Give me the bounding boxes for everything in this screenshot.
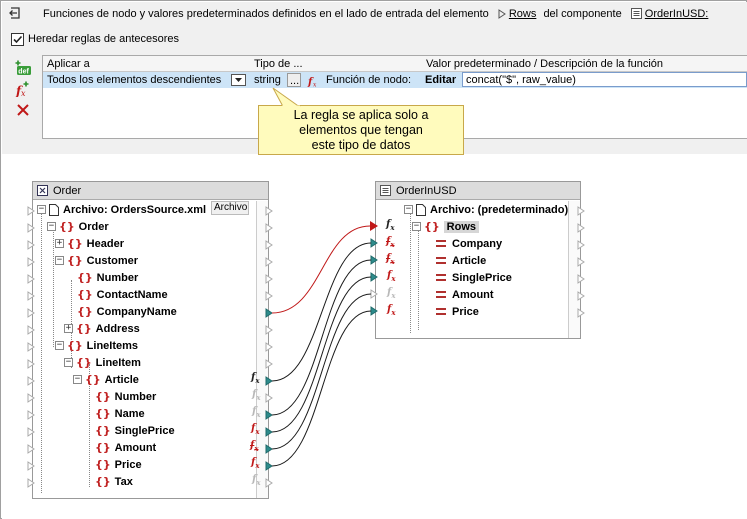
node-label: Customer bbox=[86, 254, 139, 267]
element-icon: {} bbox=[67, 339, 83, 352]
element-icon: {} bbox=[85, 373, 101, 386]
node-label: SinglePrice bbox=[452, 271, 512, 284]
target-node-rows[interactable] bbox=[412, 218, 479, 235]
mapping-canvas[interactable] bbox=[2, 154, 747, 519]
header-text-mid: del componente bbox=[543, 8, 622, 20]
callout-line-1: La regla se aplica solo a bbox=[293, 108, 429, 122]
type-browse-button[interactable]: ... bbox=[287, 73, 301, 87]
element-icon: {} bbox=[424, 220, 440, 233]
edit-function-button[interactable]: Editar bbox=[425, 74, 457, 86]
function-disabled-icon[interactable]: $f_x$ bbox=[386, 253, 395, 266]
svg-text:f: f bbox=[308, 77, 313, 87]
function-marker-icon[interactable]: $f_x$ bbox=[251, 372, 260, 385]
attribute-icon bbox=[436, 308, 446, 315]
svg-text:f: f bbox=[16, 84, 22, 97]
collapse-toggle[interactable]: − bbox=[38, 204, 45, 214]
data-type-callout bbox=[258, 105, 464, 155]
function-marker-icon[interactable]: $f_x$ bbox=[387, 287, 396, 300]
collapse-toggle[interactable]: − bbox=[65, 357, 72, 367]
target-node-amount[interactable] bbox=[436, 286, 494, 303]
source-node-singleprice[interactable] bbox=[95, 422, 175, 439]
attribute-icon bbox=[436, 257, 446, 264]
node-label: LineItems bbox=[86, 339, 139, 352]
callout-line-2: elementos que tengan bbox=[299, 123, 423, 137]
inherit-rules-checkbox[interactable] bbox=[11, 33, 24, 46]
target-component-title[interactable] bbox=[376, 182, 580, 200]
target-node-singleprice[interactable] bbox=[436, 269, 512, 286]
node-label: LineItem bbox=[95, 356, 141, 369]
column-type[interactable]: Tipo de ... bbox=[250, 56, 304, 72]
inherit-rules-row bbox=[11, 31, 179, 47]
node-label: Order bbox=[78, 220, 109, 233]
function-marker-icon[interactable]: $f_x$ bbox=[251, 423, 260, 436]
expand-toggle[interactable]: + bbox=[65, 323, 72, 333]
go-back-icon[interactable] bbox=[9, 7, 21, 19]
rule-row[interactable] bbox=[43, 72, 747, 88]
function-marker-icon[interactable]: $f_x$ bbox=[387, 304, 396, 317]
collapse-toggle[interactable]: − bbox=[56, 340, 63, 350]
apply-to-cell[interactable] bbox=[43, 72, 250, 88]
panel-header bbox=[2, 2, 747, 26]
element-icon: {} bbox=[77, 305, 93, 318]
function-disabled-icon[interactable]: $f_x$ bbox=[250, 440, 259, 453]
svg-text:def: def bbox=[18, 68, 29, 76]
apply-to-dropdown[interactable] bbox=[231, 74, 246, 86]
add-function-icon bbox=[14, 81, 32, 97]
node-label: Amount bbox=[114, 441, 157, 454]
node-label: Header bbox=[86, 237, 124, 250]
target-node-company[interactable] bbox=[436, 235, 502, 252]
connection-lines bbox=[272, 226, 371, 466]
element-icon: {} bbox=[95, 475, 111, 488]
source-node-companyname[interactable] bbox=[77, 303, 177, 320]
element-icon: {} bbox=[76, 322, 92, 335]
node-label: Rows bbox=[444, 221, 479, 233]
source-node-article[interactable] bbox=[73, 371, 139, 388]
file-icon bbox=[416, 204, 426, 216]
collapse-toggle[interactable]: − bbox=[74, 374, 81, 384]
source-component-title[interactable] bbox=[33, 182, 268, 200]
source-node-order[interactable] bbox=[47, 218, 109, 235]
node-label: SinglePrice bbox=[114, 424, 175, 437]
collapse-toggle[interactable]: − bbox=[56, 255, 63, 265]
source-node-customer[interactable] bbox=[55, 252, 138, 269]
expand-toggle[interactable]: + bbox=[56, 238, 63, 248]
component-icon bbox=[380, 185, 391, 196]
function-disabled-icon[interactable]: $f_x$ bbox=[386, 236, 395, 249]
svg-text:x: x bbox=[21, 89, 26, 97]
target-tree bbox=[376, 201, 580, 338]
column-spacer bbox=[303, 56, 423, 72]
collapse-toggle[interactable]: − bbox=[413, 221, 420, 231]
function-marker-icon[interactable]: $f_x$ bbox=[251, 457, 260, 470]
source-node-header[interactable] bbox=[55, 235, 124, 252]
type-cell[interactable]: string bbox=[254, 74, 281, 86]
delete-rule-button[interactable] bbox=[14, 101, 32, 119]
add-default-icon bbox=[14, 60, 32, 76]
element-icon: {} bbox=[95, 458, 111, 471]
component-icon bbox=[631, 8, 642, 19]
function-value-field[interactable]: concat("$", raw_value) bbox=[462, 72, 747, 87]
function-marker-icon[interactable]: $f_x$ bbox=[252, 474, 261, 487]
node-label: Number bbox=[96, 271, 139, 284]
element-icon: {} bbox=[95, 407, 111, 420]
target-component-orderinusd[interactable] bbox=[375, 181, 581, 339]
chevron-down-icon bbox=[232, 75, 245, 85]
column-apply-to[interactable]: Aplicar a bbox=[43, 56, 251, 72]
attribute-icon bbox=[436, 291, 446, 298]
callout-line-3: este tipo de datos bbox=[311, 138, 411, 152]
target-file-label: Archivo: (predeterminado) bbox=[430, 203, 569, 216]
xml-schema-icon bbox=[37, 185, 48, 196]
target-node-price[interactable] bbox=[436, 303, 479, 320]
function-marker-icon[interactable]: $f_x$ bbox=[387, 270, 396, 283]
element-icon: {} bbox=[77, 288, 93, 301]
node-label: Name bbox=[114, 407, 145, 420]
source-node-number[interactable] bbox=[77, 269, 138, 286]
column-default-value[interactable]: Valor predeterminado / Descripción de la función bbox=[422, 56, 747, 72]
element-icon: {} bbox=[67, 237, 83, 250]
panel-description bbox=[43, 8, 708, 20]
node-label: Price bbox=[114, 458, 142, 471]
checkmark-icon bbox=[12, 34, 23, 45]
source-node-amount[interactable] bbox=[95, 439, 156, 456]
element-icon: {} bbox=[59, 220, 75, 233]
node-label: Amount bbox=[452, 288, 494, 301]
source-node-contactname[interactable] bbox=[77, 286, 168, 303]
node-label: Article bbox=[452, 254, 487, 267]
svg-text:x: x bbox=[313, 81, 317, 87]
add-function-button[interactable] bbox=[14, 80, 32, 98]
element-icon: {} bbox=[95, 390, 111, 403]
inherit-rules-label: Heredar reglas de antecesores bbox=[28, 33, 180, 45]
apply-to-value: Todos los elementos descendientes bbox=[47, 74, 222, 86]
source-file-label: Archivo: OrdersSource.xml bbox=[63, 203, 207, 216]
element-icon: {} bbox=[67, 254, 83, 267]
source-node-tax[interactable] bbox=[95, 473, 133, 490]
node-label: Address bbox=[95, 322, 140, 335]
attribute-icon bbox=[436, 274, 446, 281]
source-node-name[interactable] bbox=[95, 405, 145, 422]
node-label: Company bbox=[452, 237, 503, 250]
add-default-button[interactable] bbox=[14, 59, 32, 77]
target-node-article[interactable] bbox=[436, 252, 486, 269]
source-file-node[interactable] bbox=[37, 201, 248, 218]
source-node-lineitem[interactable] bbox=[64, 354, 141, 371]
collapse-toggle[interactable]: − bbox=[48, 221, 55, 231]
element-link-rows[interactable]: Rows bbox=[508, 8, 537, 20]
callout-pointer bbox=[269, 87, 309, 107]
delete-icon bbox=[16, 103, 30, 117]
source-node-lineitems[interactable] bbox=[55, 337, 138, 354]
node-label: Tax bbox=[114, 475, 133, 488]
source-component-order[interactable] bbox=[32, 181, 269, 499]
collapse-toggle[interactable]: − bbox=[405, 204, 412, 214]
target-title-text: OrderInUSD bbox=[396, 184, 457, 197]
element-icon: {} bbox=[95, 441, 111, 454]
node-label: Article bbox=[104, 373, 139, 386]
file-icon bbox=[49, 204, 59, 216]
header-text-before: Funciones de nodo y valores predeterminados definidos en el lado de entrada del elemento bbox=[43, 8, 489, 20]
element-icon: {} bbox=[95, 424, 111, 437]
target-file-node[interactable] bbox=[404, 201, 568, 218]
source-node-address[interactable] bbox=[64, 320, 140, 337]
node-label: CompanyName bbox=[96, 305, 177, 318]
element-arrow-icon bbox=[498, 9, 506, 19]
element-icon: {} bbox=[77, 271, 93, 284]
element-icon: {} bbox=[76, 356, 92, 369]
component-link-orderinusd[interactable]: OrderInUSD: bbox=[644, 8, 709, 20]
function-marker-icon[interactable]: $f_x$ bbox=[252, 406, 261, 419]
node-label: Number bbox=[114, 390, 157, 403]
rule-toolbar bbox=[14, 59, 34, 122]
source-node-price[interactable] bbox=[95, 456, 142, 473]
node-function-label: Función de nodo: bbox=[326, 74, 412, 86]
function-marker-icon[interactable]: $f_x$ bbox=[386, 219, 395, 232]
function-marker-icon[interactable]: $f_x$ bbox=[252, 389, 261, 402]
function-icon bbox=[307, 74, 319, 87]
source-tree bbox=[33, 201, 268, 498]
source-title-text: Order bbox=[53, 184, 82, 197]
attribute-icon bbox=[436, 240, 446, 247]
node-label: ContactName bbox=[96, 288, 168, 301]
node-label: Price bbox=[452, 305, 479, 318]
source-file-button[interactable]: Archivo bbox=[211, 201, 249, 215]
source-node-article-number[interactable] bbox=[95, 388, 156, 405]
